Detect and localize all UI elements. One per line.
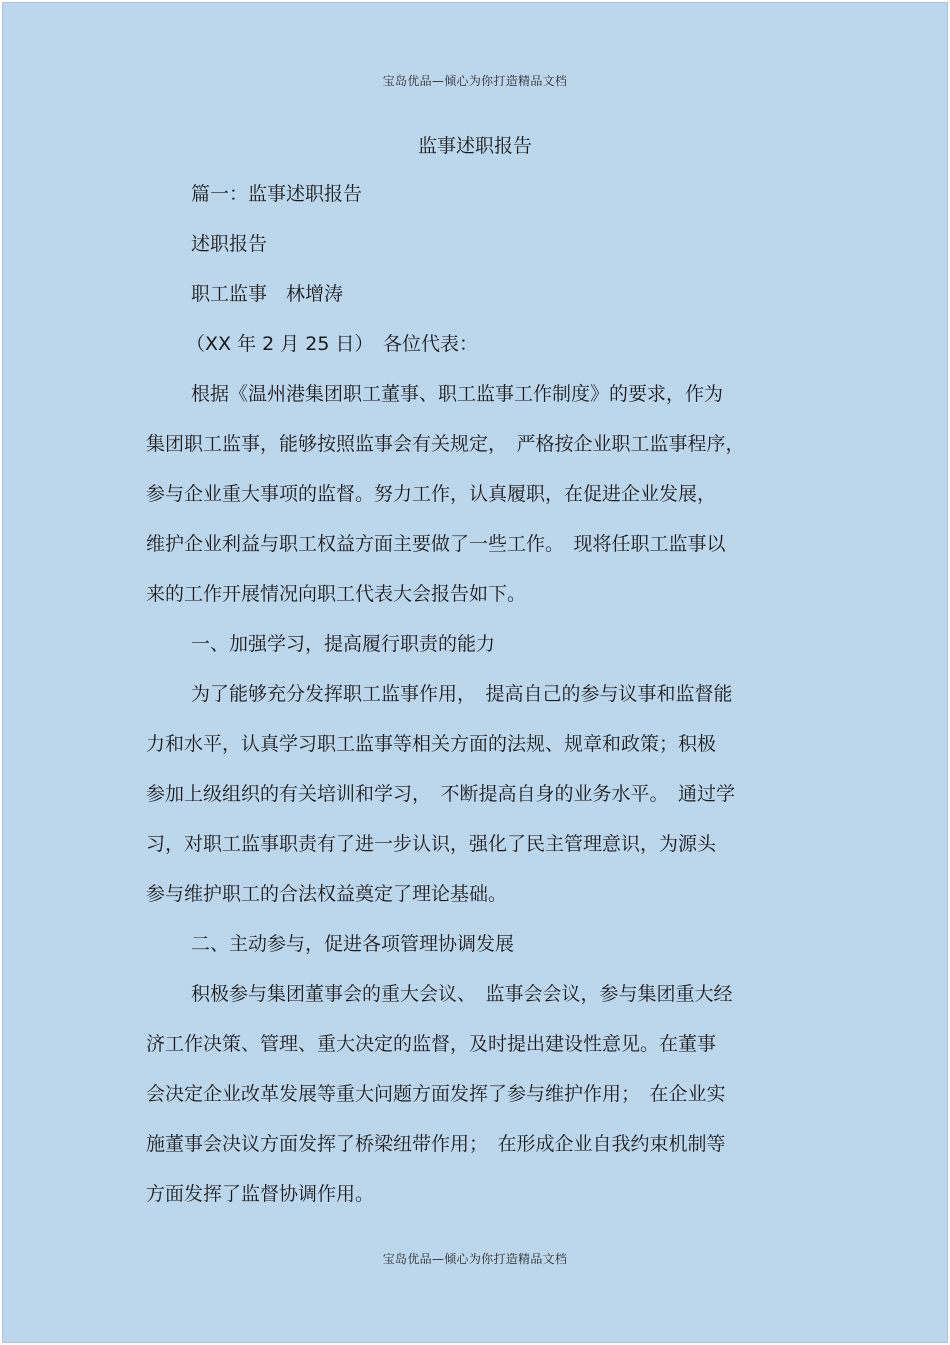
body-line: 来的工作开展情况向职工代表大会报告如下。 <box>146 583 527 605</box>
body-line: 会决定企业改革发展等重大问题方面发挥了参与维护作用； 在企业实 <box>146 1083 726 1105</box>
body-line: 积极参与集团董事会的重大会议、 监事会会议，参与集团重大经 <box>191 983 733 1005</box>
page-footer: 宝岛优品—倾心为你打造精品文档 <box>382 1252 568 1266</box>
body-line: 施董事会决议方面发挥了桥梁纽带作用； 在形成企业自我约束机制等 <box>146 1133 726 1155</box>
section-heading: 一、加强学习，提高履行职责的能力 <box>191 633 496 655</box>
author-line: 职工监事 林增涛 <box>191 283 344 305</box>
body-line: 力和水平，认真学习职工监事等相关方面的法规、规章和政策；积极 <box>146 733 717 755</box>
body-line: 集团职工监事，能够按照监事会有关规定， 严格按企业职工监事程序， <box>146 433 745 455</box>
sub-heading: 述职报告 <box>191 233 268 255</box>
body-line: 参与企业重大事项的监督。努力工作，认真履职，在促进企业发展， <box>146 483 717 505</box>
document-page <box>2 2 948 1343</box>
body-line: 习，对职工监事职责有了进一步认识，强化了民主管理意识，为源头 <box>146 833 717 855</box>
section-heading: 二、主动参与，促进各项管理协调发展 <box>191 933 515 955</box>
page-header: 宝岛优品—倾心为你打造精品文档 <box>382 74 568 88</box>
body-line: 方面发挥了监督协调作用。 <box>146 1183 375 1205</box>
body-line: 参与维护职工的合法权益奠定了理论基础。 <box>146 883 508 905</box>
body-line: 济工作决策、管理、重大决定的监督，及时提出建设性意见。在董事 <box>146 1033 717 1055</box>
body-line: 根据《温州港集团职工董事、职工监事工作制度》的要求，作为 <box>191 383 724 405</box>
body-line: 为了能够充分发挥职工监事作用， 提高自己的参与议事和监督能 <box>191 683 733 705</box>
body-line: 维护企业利益与职工权益方面主要做了一些工作。 现将任职工监事以 <box>146 533 726 555</box>
document-title: 监事述职报告 <box>417 135 532 157</box>
date-salutation-line: （XX 年 2 月 25 日） 各位代表： <box>186 333 478 355</box>
body-line: 参加上级组织的有关培训和学习， 不断提高自身的业务水平。 通过学 <box>146 783 736 805</box>
section-heading: 篇一：监事述职报告 <box>191 183 363 205</box>
